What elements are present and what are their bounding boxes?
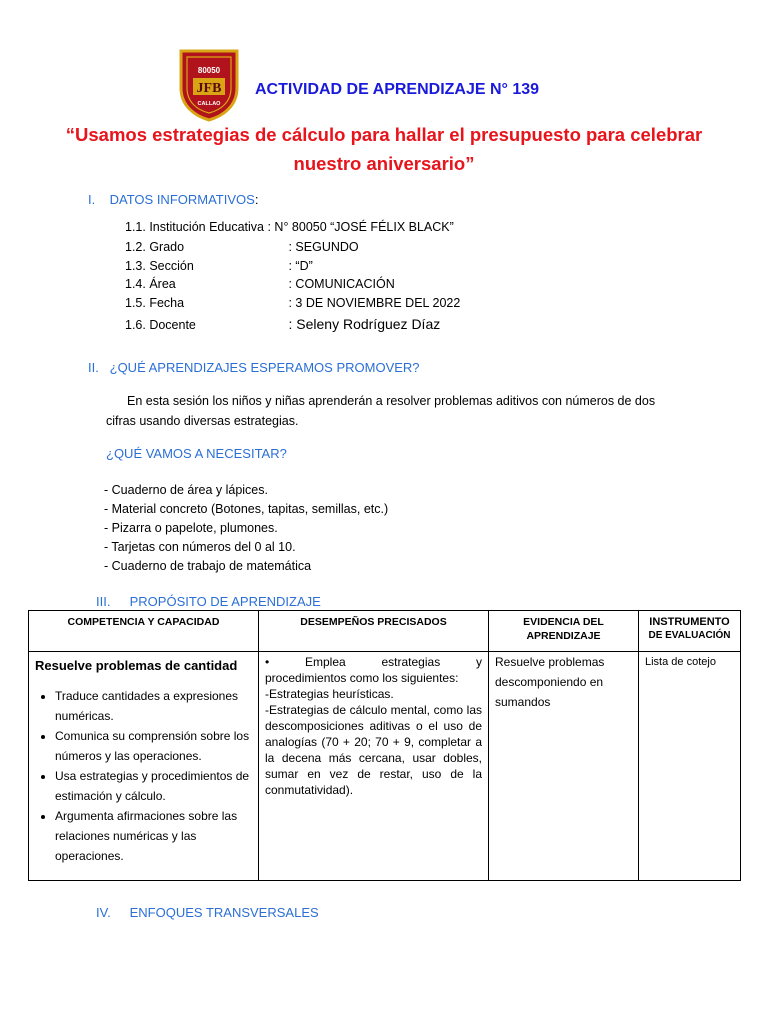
list-item: • Argumenta afirmaciones sobre las relaciones numéricas y las operaciones. <box>55 806 252 866</box>
info-row-institucion <box>125 220 454 234</box>
info-label: 1.2. Grado <box>125 240 185 254</box>
section-1-title: DATOS INFORMATIVOS <box>109 192 255 207</box>
info-label: 1.5. Fecha <box>125 296 185 310</box>
info-row-seccion <box>125 259 313 273</box>
competencia-title: Resuelve problemas de cantidad <box>35 658 238 673</box>
header-instrumento-line1: INSTRUMENTO <box>649 616 730 628</box>
list-item: • Traduce cantidades a expresiones numéricas. <box>55 686 252 726</box>
capacidades-list <box>35 686 252 866</box>
list-item: - Pizarra o papelote, plumones. <box>104 521 278 535</box>
header-instrumento-line2: DE EVALUACIÓN <box>648 630 731 641</box>
instrumento-text: Lista de cotejo <box>645 656 716 668</box>
list-item: - Material concreto (Botones, tapitas, semillas, etc.) <box>104 502 389 516</box>
info-row-fecha <box>125 296 460 310</box>
info-row-area <box>125 277 395 291</box>
section-3-number: III. <box>96 594 111 609</box>
purpose-table <box>28 610 741 881</box>
cell-evidencia <box>489 652 639 881</box>
section-3-heading <box>96 594 321 609</box>
section-1-colon: : <box>254 192 259 207</box>
cell-competencia <box>29 652 259 881</box>
info-label: 1.6. Docente <box>125 318 196 332</box>
header-desempenos: DESEMPEÑOS PRECISADOS <box>259 611 489 652</box>
info-label: 1.3. Sección <box>125 259 194 273</box>
section-4-title: ENFOQUES TRANSVERSALES <box>129 905 319 920</box>
header-competencia: COMPETENCIA Y CAPACIDAD <box>29 611 259 652</box>
info-row-grado <box>125 240 359 254</box>
school-logo <box>178 48 240 122</box>
section-2-title: ¿QUÉ APRENDIZAJES ESPERAMOS PROMOVER? <box>109 360 420 375</box>
list-item: • Comunica su comprensión sobre los números y las operaciones. <box>55 726 252 766</box>
section-1-number: I. <box>88 192 96 207</box>
list-item: - Cuaderno de trabajo de matemática <box>104 559 312 573</box>
section-2-heading <box>88 360 420 375</box>
section-1-heading <box>88 192 258 207</box>
info-value: : Seleny Rodríguez Díaz <box>288 316 441 332</box>
table-header-row <box>29 611 741 652</box>
info-value: : N° 80050 “JOSÉ FÉLIX BLACK” <box>267 220 454 234</box>
header-evidencia <box>489 611 639 652</box>
info-label: 1.4. Área <box>125 277 176 291</box>
cell-instrumento <box>639 652 741 881</box>
evidencia-text: Resuelve problemas descomponiendo en sumandos <box>495 655 605 709</box>
cell-desempenos <box>259 652 489 881</box>
activity-title: ACTIVIDAD DE APRENDIZAJE N° 139 <box>255 81 540 98</box>
header-instrumento <box>639 611 741 652</box>
needs-heading: ¿QUÉ VAMOS A NECESITAR? <box>106 446 287 461</box>
info-value: : COMUNICACIÓN <box>288 277 395 291</box>
info-value: : SEGUNDO <box>288 240 359 254</box>
desempeno-line: -Estrategias de cálculo mental, como las descomposiciones aditivas o el uso de analogías (70 + 20; 70 + 9, completar a la decena más cercana, usar dobles, sumar en vez de restar, uso de la conmutatividad). <box>265 703 482 797</box>
info-row-docente <box>125 316 440 332</box>
section-2-number: II. <box>88 360 99 375</box>
logo-number: 80050 <box>197 66 221 75</box>
logo-initials: JFB <box>196 81 222 96</box>
list-item: • Usa estrategias y procedimientos de estimación y cálculo. <box>55 766 252 806</box>
info-value: : “D” <box>288 259 313 273</box>
needs-list <box>104 481 388 576</box>
section-4-number: IV. <box>96 905 111 920</box>
table-row <box>29 652 741 881</box>
info-label: 1.1. Institución Educativa <box>125 220 264 234</box>
main-title: “Usamos estrategias de cálculo para hallar el presupuesto para celebrar nuestro aniversario” <box>65 124 703 174</box>
logo-city: CALLAO <box>197 101 221 107</box>
list-item: - Tarjetas con números del 0 al 10. <box>104 540 296 554</box>
desempeno-line: -Estrategias heurísticas. <box>265 687 394 701</box>
list-item: - Cuaderno de área y lápices. <box>104 483 268 497</box>
learning-paragraph: En esta sesión los niños y niñas aprenderán a resolver problemas aditivos con números de dos cifras usando diversas estrategias. <box>106 394 656 428</box>
info-value: : 3 DE NOVIEMBRE DEL 2022 <box>288 296 461 310</box>
desempeno-line: • Emplea estrategias y procedimientos como los siguientes: <box>265 655 486 685</box>
section-3-title: PROPÓSITO DE APRENDIZAJE <box>129 594 321 609</box>
section-4-heading <box>96 905 319 920</box>
header-evidencia-text: EVIDENCIA DEL APRENDIZAJE <box>523 616 604 642</box>
